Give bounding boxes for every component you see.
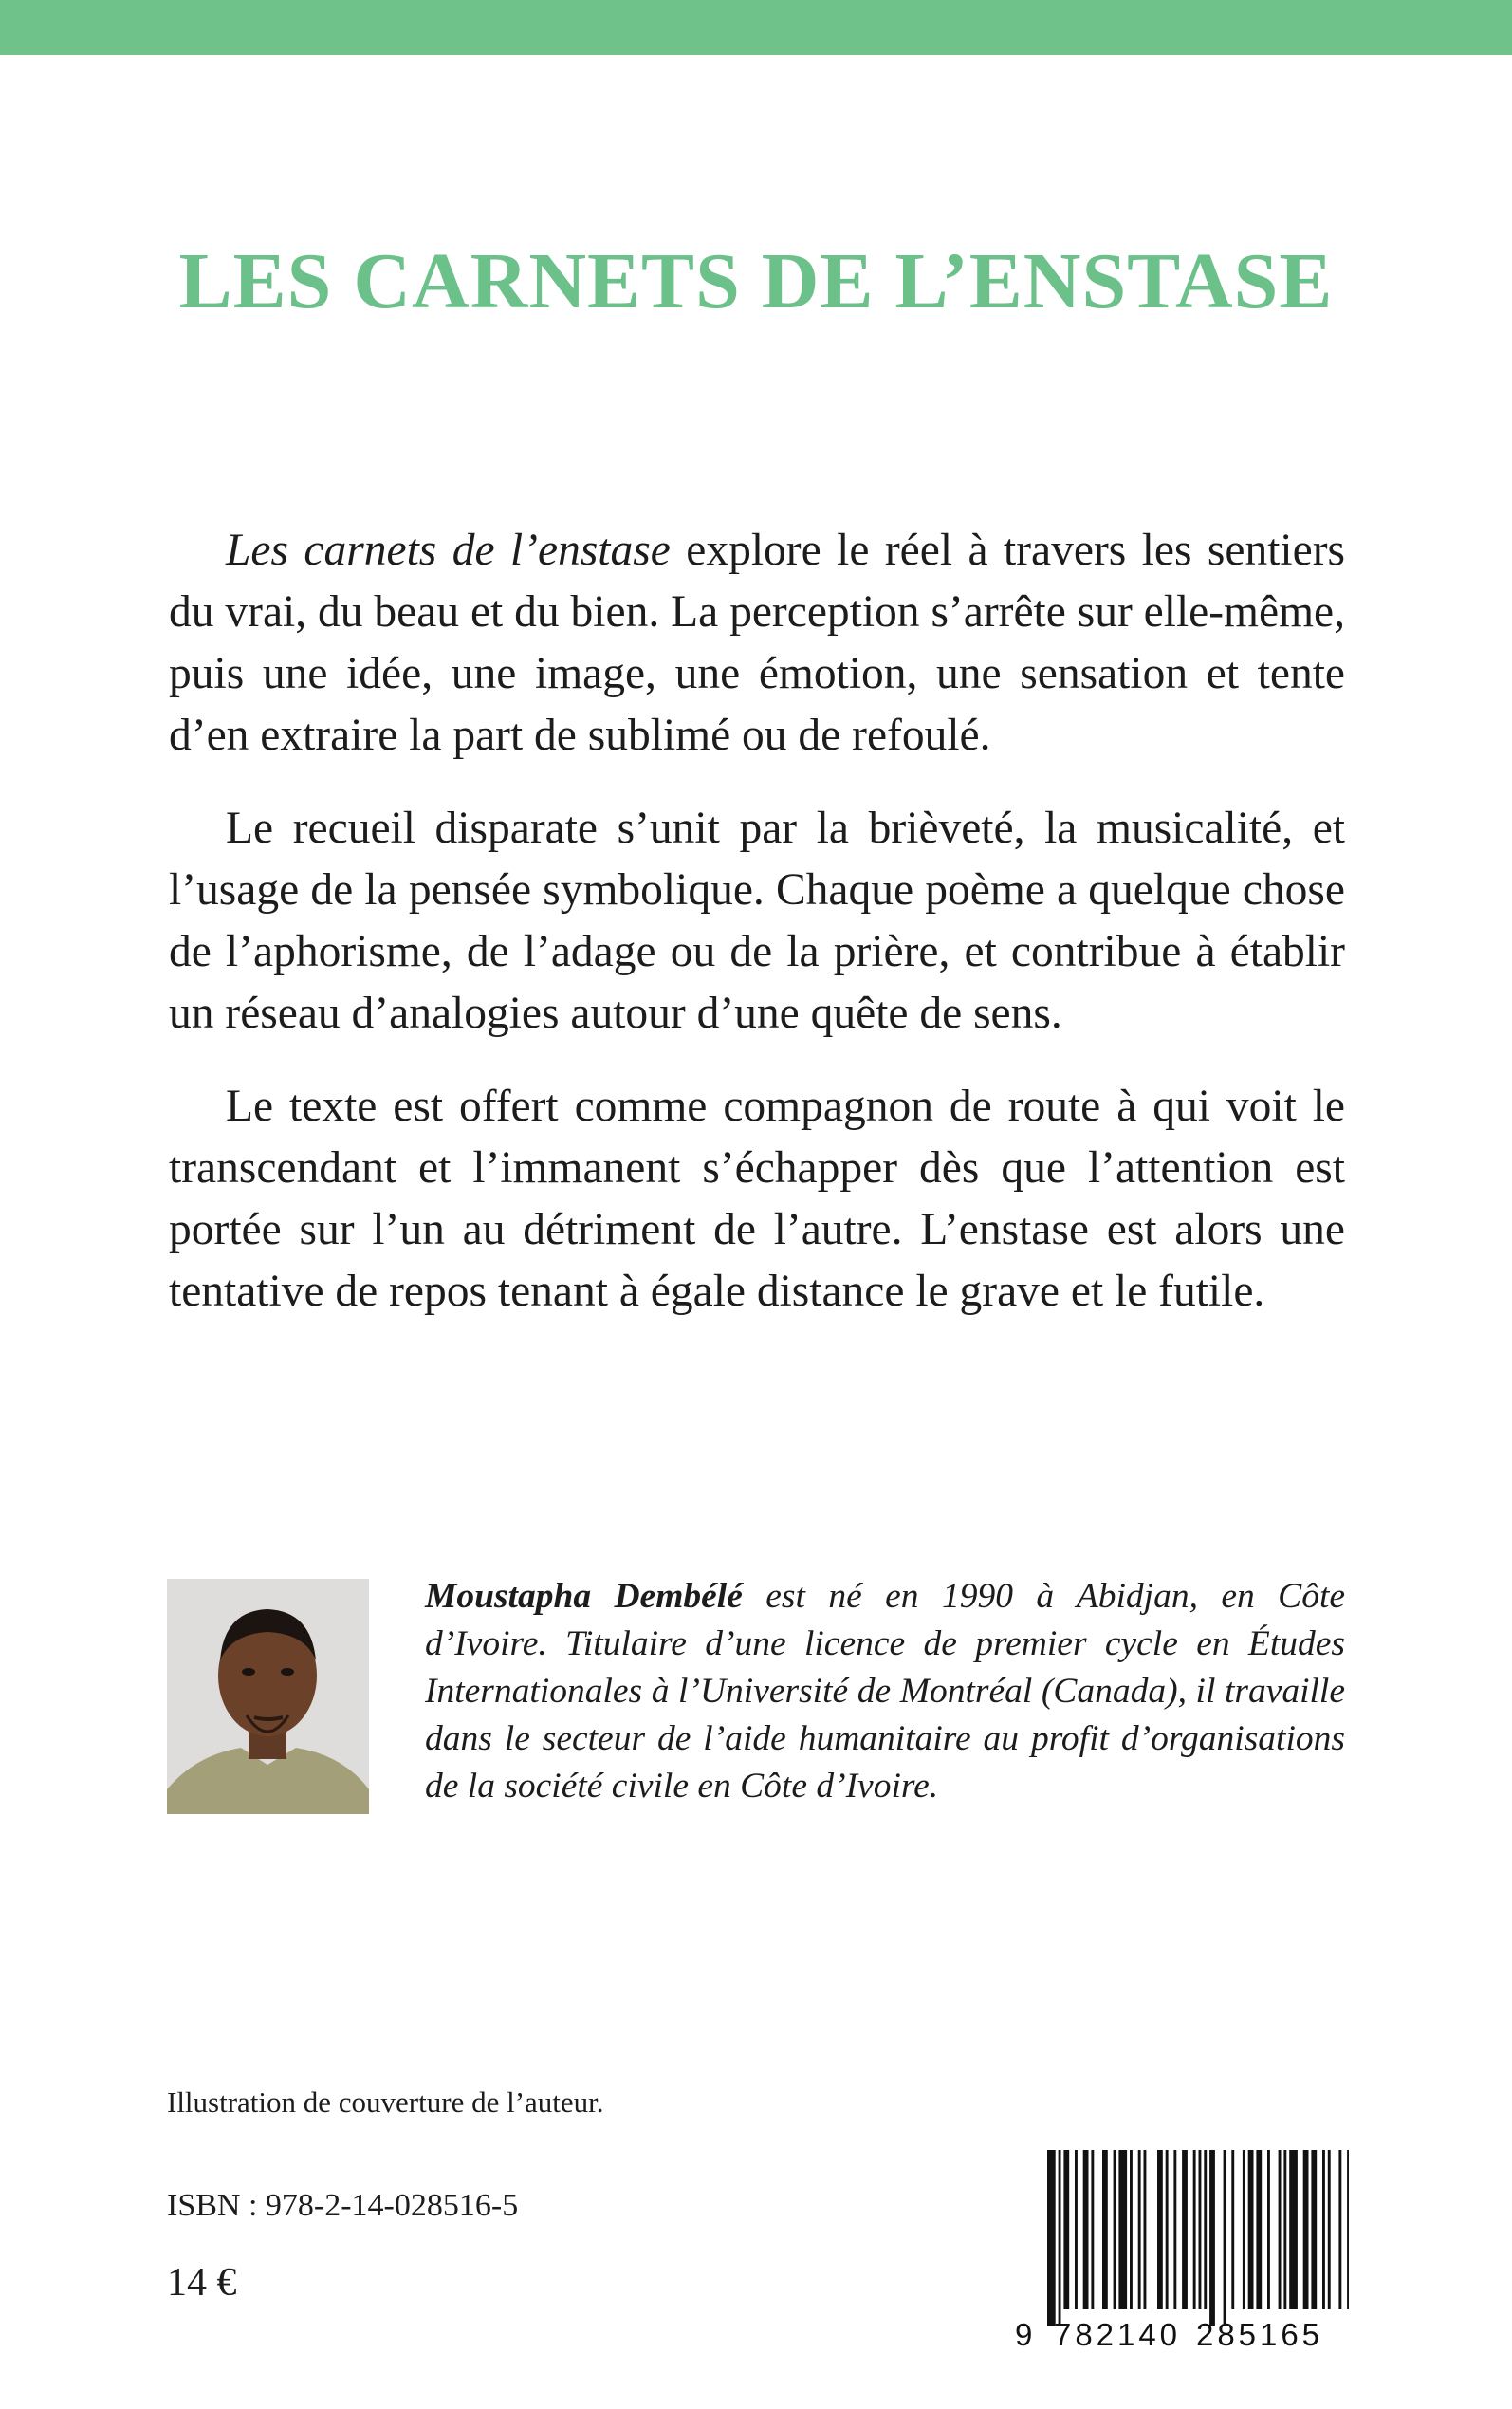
- barcode-bar: [1083, 2150, 1089, 2309]
- barcode-digits-right: 285165: [1196, 2317, 1319, 2352]
- barcode-bar: [1328, 2150, 1331, 2309]
- barcode-bar: [1289, 2150, 1298, 2309]
- author-name: Moustapha Dembélé: [425, 1577, 743, 1616]
- blurb: [169, 520, 1345, 1354]
- barcode-bar: [1283, 2150, 1286, 2309]
- barcode-bars: [1047, 2150, 1349, 2326]
- barcode-bar: [1267, 2150, 1270, 2309]
- barcode-digit-first: 9: [1015, 2317, 1033, 2352]
- barcode-bar: [1322, 2150, 1325, 2309]
- barcode-bar: [1303, 2150, 1309, 2309]
- author-bio-text: est né en 1990 à Abidjan, en Côte d’Ivoire. Titulaire d’une licence de premier cycle en Études Internationales à l’Université de Montréal (Canada), il travaille dans le secteur de l’aide humanitaire au profit d’organisations de la société civile en Côte d’Ivoire.: [425, 1577, 1346, 1806]
- author-portrait-illustration: [167, 1579, 369, 1814]
- barcode-bar: [1231, 2150, 1234, 2309]
- blurb-paragraph-3: Le texte est offert comme compagnon de route à qui voit le transcendant et l’immanent s’échapper dès que l’attention est portée sur l’un au détriment de l’autre. L’enstase est alors une tentative de repos tenant à égale distance le grave et le futile.: [169, 1082, 1345, 1316]
- barcode-bar: [1256, 2150, 1262, 2309]
- barcode-bar: [1047, 2150, 1056, 2326]
- isbn: ISBN : 978-2-14-028516-5: [167, 2188, 519, 2223]
- blurb-paragraph-2: Le recueil disparate s’unit par la brièveté, la musicalité, et l’usage de la pensée symbolique. Chaque poème a quelque chose de l’aphorisme, de l’adage ou de la prière, et contribue à établir un réseau d’analogies autour d’une quête de sens.: [169, 804, 1345, 1038]
- top-color-band: [0, 0, 1512, 55]
- barcode-bar: [1199, 2150, 1202, 2309]
- barcode-bar: [1063, 2150, 1069, 2309]
- barcode-bar: [1193, 2150, 1196, 2309]
- barcode-bar: [1224, 2150, 1226, 2326]
- barcode-bar: [1166, 2150, 1169, 2309]
- blurb-title-italic: Les carnets de l’enstase: [226, 526, 671, 575]
- barcode-bar: [1114, 2150, 1116, 2309]
- price: 14 €: [167, 2261, 237, 2305]
- barcode-bar: [1138, 2150, 1141, 2309]
- barcode-bar: [1130, 2150, 1133, 2309]
- barcode-bar: [1311, 2150, 1317, 2309]
- barcode-bar: [1279, 2150, 1282, 2309]
- barcode-bar: [1347, 2150, 1349, 2309]
- barcode-bar: [1144, 2150, 1147, 2309]
- author-bio: [425, 1573, 1345, 1810]
- barcode-bar: [1248, 2150, 1254, 2309]
- barcode-bar: [1173, 2150, 1176, 2309]
- barcode-bar: [1102, 2150, 1108, 2309]
- barcode: [1009, 2146, 1349, 2353]
- illustration-credit: Illustration de couverture de l’auteur.: [167, 2085, 604, 2119]
- barcode-bar: [1209, 2150, 1215, 2326]
- barcode-bar: [1243, 2150, 1245, 2309]
- barcode-bar: [1204, 2150, 1207, 2309]
- blurb-paragraph-1: [169, 520, 1345, 767]
- barcode-bar: [1059, 2150, 1061, 2326]
- barcode-digits-left: 782140: [1054, 2317, 1177, 2352]
- barcode-bar: [1118, 2150, 1127, 2309]
- barcode-bar: [1182, 2150, 1188, 2309]
- barcode-bar: [1075, 2150, 1078, 2309]
- author-photo: [167, 1579, 369, 1814]
- blurb-paragraph-1-text: explore le réel à travers les sentiers du vrai, du beau et du bien. La perception s’arrête sur elle-même, puis une idée, une image, une émotion, une sensation et tente d’en extraire la part de sublimé ou de refoulé.: [169, 526, 1345, 760]
- barcode-bar: [1338, 2150, 1341, 2309]
- barcode-bar: [1157, 2150, 1163, 2309]
- barcode-graphic: [1009, 2146, 1349, 2353]
- barcode-bar: [1091, 2150, 1094, 2309]
- book-title: LES CARNETS DE L’ENSTASE: [178, 237, 1334, 325]
